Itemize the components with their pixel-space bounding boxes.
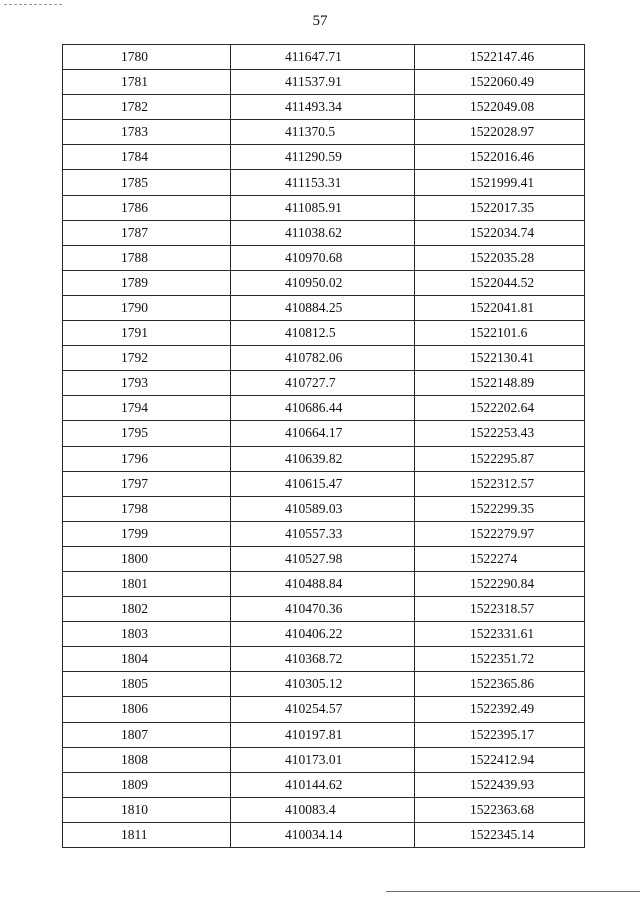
y-coordinate-cell: 1522060.49 [415, 70, 585, 95]
x-coordinate-cell: 411085.91 [231, 195, 415, 220]
table-row [63, 647, 585, 672]
point-number-cell: 1798 [63, 496, 231, 521]
x-coordinate-cell: 410589.03 [231, 496, 415, 521]
table-row [63, 622, 585, 647]
y-coordinate-cell: 1522363.68 [415, 797, 585, 822]
y-coordinate-cell: 1522147.46 [415, 45, 585, 70]
table-row [63, 521, 585, 546]
point-number-cell: 1791 [63, 321, 231, 346]
y-coordinate-cell: 1522392.49 [415, 697, 585, 722]
x-coordinate-cell: 410083.4 [231, 797, 415, 822]
y-coordinate-cell: 1522395.17 [415, 722, 585, 747]
x-coordinate-cell: 410950.02 [231, 270, 415, 295]
x-coordinate-cell: 410615.47 [231, 471, 415, 496]
y-coordinate-cell: 1522318.57 [415, 597, 585, 622]
y-coordinate-cell: 1522101.6 [415, 321, 585, 346]
x-coordinate-cell: 411537.91 [231, 70, 415, 95]
point-number-cell: 1784 [63, 145, 231, 170]
y-coordinate-cell: 1522028.97 [415, 120, 585, 145]
y-coordinate-cell: 1522331.61 [415, 622, 585, 647]
table-row [63, 70, 585, 95]
x-coordinate-cell: 410639.82 [231, 446, 415, 471]
point-number-cell: 1811 [63, 822, 231, 847]
y-coordinate-cell: 1522017.35 [415, 195, 585, 220]
y-coordinate-cell: 1522253.43 [415, 421, 585, 446]
y-coordinate-cell: 1522044.52 [415, 270, 585, 295]
table-row [63, 45, 585, 70]
point-number-cell: 1804 [63, 647, 231, 672]
table-row [63, 597, 585, 622]
table-row [63, 496, 585, 521]
point-number-cell: 1799 [63, 521, 231, 546]
scan-edge-line [386, 891, 640, 892]
x-coordinate-cell: 410557.33 [231, 521, 415, 546]
table-row [63, 321, 585, 346]
table-row [63, 270, 585, 295]
x-coordinate-cell: 411290.59 [231, 145, 415, 170]
y-coordinate-cell: 1522130.41 [415, 346, 585, 371]
table-row [63, 346, 585, 371]
y-coordinate-cell: 1522345.14 [415, 822, 585, 847]
x-coordinate-cell: 411370.5 [231, 120, 415, 145]
point-number-cell: 1807 [63, 722, 231, 747]
y-coordinate-cell: 1522016.46 [415, 145, 585, 170]
point-number-cell: 1801 [63, 571, 231, 596]
x-coordinate-cell: 410173.01 [231, 747, 415, 772]
y-coordinate-cell: 1522041.81 [415, 295, 585, 320]
x-coordinate-cell: 411153.31 [231, 170, 415, 195]
point-number-cell: 1780 [63, 45, 231, 70]
point-number-cell: 1794 [63, 396, 231, 421]
x-coordinate-cell: 411647.71 [231, 45, 415, 70]
table-row [63, 471, 585, 496]
table-row [63, 95, 585, 120]
page-number: 57 [312, 13, 328, 29]
point-number-cell: 1809 [63, 772, 231, 797]
point-number-cell: 1782 [63, 95, 231, 120]
table-row [63, 722, 585, 747]
point-number-cell: 1790 [63, 295, 231, 320]
point-number-cell: 1795 [63, 421, 231, 446]
x-coordinate-cell: 410686.44 [231, 396, 415, 421]
y-coordinate-cell: 1522295.87 [415, 446, 585, 471]
y-coordinate-cell: 1522274 [415, 546, 585, 571]
x-coordinate-cell: 411493.34 [231, 95, 415, 120]
point-number-cell: 1785 [63, 170, 231, 195]
table-row [63, 220, 585, 245]
x-coordinate-cell: 410664.17 [231, 421, 415, 446]
y-coordinate-cell: 1522351.72 [415, 647, 585, 672]
point-number-cell: 1810 [63, 797, 231, 822]
y-coordinate-cell: 1522299.35 [415, 496, 585, 521]
table-row [63, 546, 585, 571]
y-coordinate-cell: 1522202.64 [415, 396, 585, 421]
point-number-cell: 1793 [63, 371, 231, 396]
table-row [63, 571, 585, 596]
table-row [63, 421, 585, 446]
x-coordinate-cell: 410305.12 [231, 672, 415, 697]
x-coordinate-cell: 410782.06 [231, 346, 415, 371]
x-coordinate-cell: 410488.84 [231, 571, 415, 596]
y-coordinate-cell: 1522279.97 [415, 521, 585, 546]
x-coordinate-cell: 410368.72 [231, 647, 415, 672]
x-coordinate-cell: 410470.36 [231, 597, 415, 622]
point-number-cell: 1808 [63, 747, 231, 772]
table-row [63, 797, 585, 822]
table-row [63, 672, 585, 697]
x-coordinate-cell: 410970.68 [231, 245, 415, 270]
y-coordinate-cell: 1522049.08 [415, 95, 585, 120]
point-number-cell: 1783 [63, 120, 231, 145]
point-number-cell: 1805 [63, 672, 231, 697]
point-number-cell: 1806 [63, 697, 231, 722]
x-coordinate-cell: 410812.5 [231, 321, 415, 346]
x-coordinate-cell: 410254.57 [231, 697, 415, 722]
y-coordinate-cell: 1522439.93 [415, 772, 585, 797]
x-coordinate-cell: 410727.7 [231, 371, 415, 396]
y-coordinate-cell: 1522365.86 [415, 672, 585, 697]
table-row [63, 772, 585, 797]
point-number-cell: 1786 [63, 195, 231, 220]
y-coordinate-cell: 1522312.57 [415, 471, 585, 496]
y-coordinate-cell: 1522035.28 [415, 245, 585, 270]
point-number-cell: 1800 [63, 546, 231, 571]
x-coordinate-cell: 410034.14 [231, 822, 415, 847]
point-number-cell: 1787 [63, 220, 231, 245]
scan-edge-mark [4, 4, 62, 5]
x-coordinate-cell: 410527.98 [231, 546, 415, 571]
point-number-cell: 1781 [63, 70, 231, 95]
x-coordinate-cell: 410406.22 [231, 622, 415, 647]
table-row [63, 145, 585, 170]
point-number-cell: 1788 [63, 245, 231, 270]
table-row [63, 195, 585, 220]
table-row [63, 396, 585, 421]
x-coordinate-cell: 411038.62 [231, 220, 415, 245]
y-coordinate-cell: 1522290.84 [415, 571, 585, 596]
table-row [63, 170, 585, 195]
point-number-cell: 1789 [63, 270, 231, 295]
table-row [63, 120, 585, 145]
coordinates-table [62, 44, 585, 848]
table-row [63, 371, 585, 396]
point-number-cell: 1803 [63, 622, 231, 647]
table-row [63, 245, 585, 270]
point-number-cell: 1792 [63, 346, 231, 371]
point-number-cell: 1802 [63, 597, 231, 622]
table-row [63, 747, 585, 772]
y-coordinate-cell: 1521999.41 [415, 170, 585, 195]
table-row [63, 446, 585, 471]
y-coordinate-cell: 1522412.94 [415, 747, 585, 772]
table-row [63, 822, 585, 847]
table-row [63, 295, 585, 320]
coordinates-table-body [63, 45, 585, 848]
x-coordinate-cell: 410144.62 [231, 772, 415, 797]
point-number-cell: 1797 [63, 471, 231, 496]
x-coordinate-cell: 410884.25 [231, 295, 415, 320]
y-coordinate-cell: 1522148.89 [415, 371, 585, 396]
y-coordinate-cell: 1522034.74 [415, 220, 585, 245]
x-coordinate-cell: 410197.81 [231, 722, 415, 747]
table-row [63, 697, 585, 722]
point-number-cell: 1796 [63, 446, 231, 471]
